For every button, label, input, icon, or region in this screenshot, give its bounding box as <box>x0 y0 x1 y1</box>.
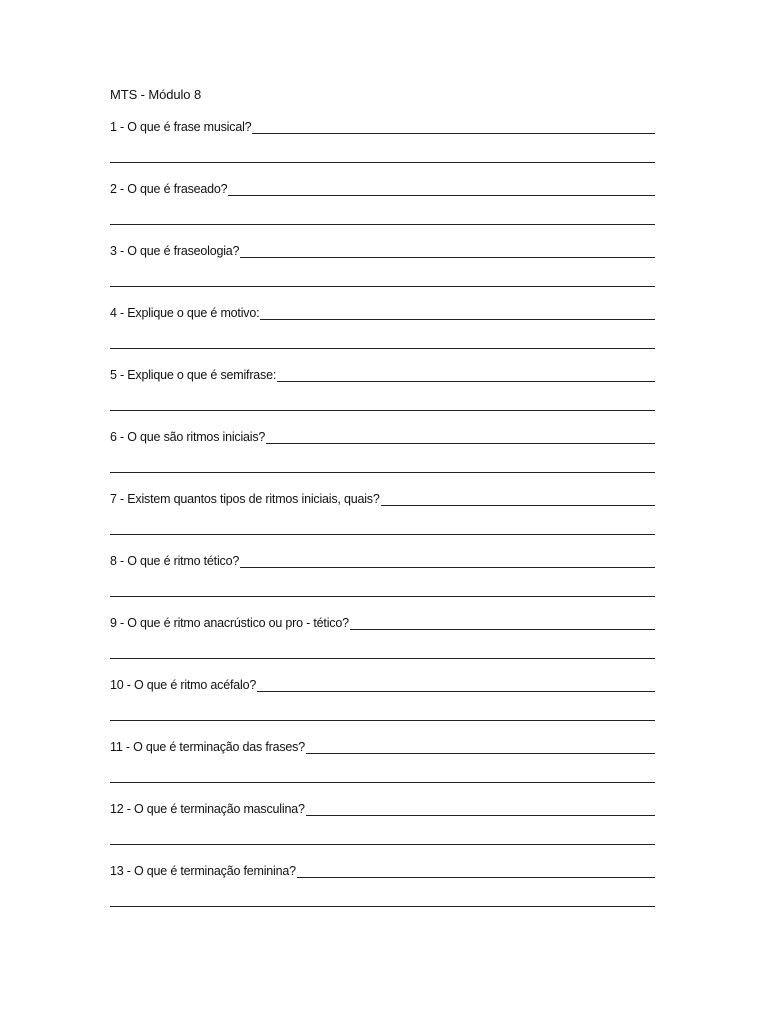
question-item <box>110 862 655 924</box>
question-row <box>110 614 655 632</box>
answer-blank-inline[interactable] <box>240 554 655 568</box>
question-list <box>110 118 655 924</box>
question-row <box>110 118 655 136</box>
answer-blank-line[interactable] <box>110 348 655 349</box>
answer-blank-line[interactable] <box>110 596 655 597</box>
answer-blank-line[interactable] <box>110 410 655 411</box>
answer-blank-line[interactable] <box>110 224 655 225</box>
question-row <box>110 552 655 570</box>
question-row <box>110 738 655 756</box>
answer-blank-inline[interactable] <box>240 244 655 258</box>
answer-blank-inline[interactable] <box>381 492 655 506</box>
answer-blank-line[interactable] <box>110 472 655 473</box>
answer-blank-inline[interactable] <box>297 864 655 878</box>
question-text: 7 - Existem quantos tipos de ritmos iniciais, quais? <box>110 492 380 506</box>
question-item <box>110 490 655 552</box>
page-title: MTS - Módulo 8 <box>110 87 202 102</box>
question-item <box>110 366 655 428</box>
answer-blank-line[interactable] <box>110 906 655 907</box>
question-row <box>110 428 655 446</box>
question-text: 8 - O que é ritmo tético? <box>110 554 240 568</box>
question-text: 5 - Explique o que é semifrase: <box>110 368 277 382</box>
question-item <box>110 552 655 614</box>
question-text: 12 - O que é terminação masculina? <box>110 802 305 816</box>
question-text: 9 - O que é ritmo anacrústico ou pro - tético? <box>110 616 349 630</box>
question-text: 2 - O que é fraseado? <box>110 182 228 196</box>
question-item <box>110 800 655 862</box>
answer-blank-inline[interactable] <box>306 740 655 754</box>
answer-blank-inline[interactable] <box>228 182 655 196</box>
question-text: 11 - O que é terminação das frases? <box>110 740 305 754</box>
question-item <box>110 118 655 180</box>
answer-blank-inline[interactable] <box>260 306 655 320</box>
question-row <box>110 676 655 694</box>
answer-blank-inline[interactable] <box>266 430 655 444</box>
question-text: 1 - O que é frase musical? <box>110 120 252 134</box>
question-item <box>110 428 655 490</box>
answer-blank-inline[interactable] <box>257 678 655 692</box>
question-row <box>110 242 655 260</box>
question-item <box>110 304 655 366</box>
answer-blank-line[interactable] <box>110 844 655 845</box>
question-row <box>110 490 655 508</box>
answer-blank-line[interactable] <box>110 534 655 535</box>
question-text: 13 - O que é terminação feminina? <box>110 864 296 878</box>
answer-blank-line[interactable] <box>110 720 655 721</box>
question-text: 4 - Explique o que é motivo: <box>110 306 260 320</box>
question-item <box>110 676 655 738</box>
question-text: 6 - O que são ritmos iniciais? <box>110 430 266 444</box>
question-row <box>110 800 655 818</box>
answer-blank-line[interactable] <box>110 658 655 659</box>
question-row <box>110 180 655 198</box>
answer-blank-inline[interactable] <box>350 616 655 630</box>
answer-blank-inline[interactable] <box>277 368 655 382</box>
question-text: 3 - O que é fraseologia? <box>110 244 240 258</box>
question-text: 10 - O que é ritmo acéfalo? <box>110 678 257 692</box>
answer-blank-inline[interactable] <box>306 802 655 816</box>
question-row <box>110 366 655 384</box>
question-item <box>110 738 655 800</box>
answer-blank-line[interactable] <box>110 286 655 287</box>
question-item <box>110 180 655 242</box>
answer-blank-line[interactable] <box>110 782 655 783</box>
question-item <box>110 614 655 676</box>
question-item <box>110 242 655 304</box>
question-row <box>110 304 655 322</box>
question-row <box>110 862 655 880</box>
answer-blank-inline[interactable] <box>252 120 655 134</box>
answer-blank-line[interactable] <box>110 162 655 163</box>
